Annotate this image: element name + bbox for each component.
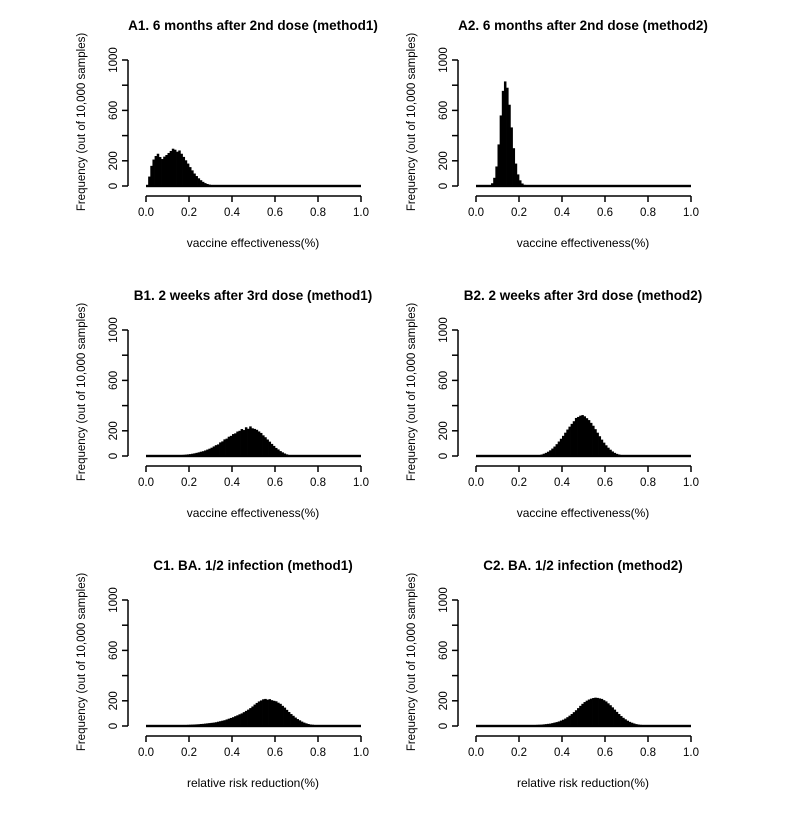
histogram-plot [68,578,398,773]
histogram-plot [398,578,728,773]
x-axis-label: relative risk reduction(%) [516,776,650,790]
x-tick-label: 0.6 [267,477,283,489]
x-tick-label: 1.0 [353,477,369,489]
y-tick-label: 200 [438,691,450,711]
y-tick-label: 1000 [438,587,450,613]
y-axis [438,587,458,729]
y-tick-label: 0 [438,182,450,190]
y-axis [108,317,128,459]
x-axis [468,736,699,759]
x-tick-label: 1.0 [683,477,699,489]
x-tick-label: 1.0 [683,747,699,759]
x-tick-label: 1.0 [353,207,369,219]
y-tick-label: 600 [438,370,450,390]
x-axis [468,196,699,219]
x-tick-label: 0.4 [224,477,240,489]
y-tick-label: 0 [438,452,450,460]
x-tick-label: 0.0 [468,477,484,489]
y-axis-label: Frequency (out of 10,000 samples) [406,572,418,752]
y-tick-label: 0 [108,452,120,460]
panel-title: B2. 2 weeks after 3rd dose (method2) [463,288,703,303]
histogram-plot [398,38,728,233]
y-tick-label: 0 [108,722,120,730]
x-axis-label: vaccine effectiveness(%) [186,506,320,520]
x-tick-label: 0.2 [181,477,197,489]
x-tick-label: 0.4 [554,207,570,219]
x-tick-label: 0.0 [138,747,154,759]
y-tick-label: 600 [438,100,450,120]
y-axis [438,47,458,189]
x-axis-label: vaccine effectiveness(%) [186,236,320,250]
histogram-bars [521,698,657,726]
panel-title: A1. 6 months after 2nd dose (method1) [128,18,378,33]
panel-title: C1. BA. 1/2 infection (method1) [153,558,353,573]
y-axis-label: Frequency (out of 10,000 samples) [406,302,418,482]
x-axis-label: vaccine effectiveness(%) [516,236,650,250]
x-tick-label: 0.8 [640,747,656,759]
panel-b2 [398,282,728,552]
y-tick-label: 1000 [438,317,450,343]
x-tick-label: 0.0 [468,747,484,759]
y-tick-label: 1000 [108,47,120,73]
y-tick-label: 200 [438,421,450,441]
y-axis-label: Frequency (out of 10,000 samples) [76,32,88,212]
x-tick-label: 0.2 [181,747,197,759]
panel-a1 [68,12,398,282]
x-tick-label: 0.2 [511,477,527,489]
x-tick-label: 0.6 [597,747,613,759]
x-axis [138,466,369,489]
histogram-bars [168,426,293,456]
x-axis [138,736,369,759]
y-tick-label: 600 [438,640,450,660]
x-tick-label: 0.8 [310,747,326,759]
histogram-bars [146,149,219,186]
x-tick-label: 0.4 [554,477,570,489]
x-tick-label: 0.8 [640,477,656,489]
x-axis-label: vaccine effectiveness(%) [516,506,650,520]
panel-b1 [68,282,398,552]
x-tick-label: 0.6 [267,747,283,759]
histogram-plot [68,308,398,503]
histogram-plot [68,38,398,233]
y-tick-label: 0 [438,722,450,730]
histogram-bars [536,415,625,456]
x-tick-label: 0.2 [181,207,197,219]
y-tick-label: 600 [108,370,120,390]
x-tick-label: 0.8 [310,207,326,219]
y-axis [438,317,458,459]
y-tick-label: 200 [438,151,450,171]
histogram-bars [489,81,530,186]
x-tick-label: 0.0 [468,207,484,219]
x-tick-label: 0.6 [597,477,613,489]
y-tick-label: 0 [108,182,120,190]
x-tick-label: 0.8 [310,477,326,489]
x-tick-label: 1.0 [683,207,699,219]
y-axis-label: Frequency (out of 10,000 samples) [76,302,88,482]
panel-title: B1. 2 weeks after 3rd dose (method1) [133,288,373,303]
panel-title: A2. 6 months after 2nd dose (method2) [458,18,708,33]
x-tick-label: 0.4 [224,747,240,759]
x-tick-label: 0.2 [511,207,527,219]
y-axis [108,47,128,189]
histogram-plot [398,308,728,503]
x-axis-label: relative risk reduction(%) [186,776,320,790]
y-axis-label: Frequency (out of 10,000 samples) [406,32,418,212]
x-axis [138,196,369,219]
y-tick-label: 600 [108,100,120,120]
x-tick-label: 0.6 [267,207,283,219]
y-tick-label: 600 [108,640,120,660]
x-tick-label: 0.8 [640,207,656,219]
y-axis-label: Frequency (out of 10,000 samples) [76,572,88,752]
panel-grid [68,12,794,822]
y-tick-label: 200 [108,691,120,711]
x-tick-label: 0.2 [511,747,527,759]
panel-c1 [68,552,398,822]
panel-a2 [398,12,728,282]
x-tick-label: 0.4 [224,207,240,219]
histogram-bars [157,699,329,726]
panel-c2 [398,552,728,822]
y-axis [108,587,128,729]
y-tick-label: 200 [108,421,120,441]
y-tick-label: 200 [108,151,120,171]
x-axis [468,466,699,489]
x-tick-label: 1.0 [353,747,369,759]
y-tick-label: 1000 [108,317,120,343]
x-tick-label: 0.4 [554,747,570,759]
y-tick-label: 1000 [438,47,450,73]
y-tick-label: 1000 [108,587,120,613]
panel-title: C2. BA. 1/2 infection (method2) [483,558,683,573]
x-tick-label: 0.6 [597,207,613,219]
x-tick-label: 0.0 [138,477,154,489]
x-tick-label: 0.0 [138,207,154,219]
